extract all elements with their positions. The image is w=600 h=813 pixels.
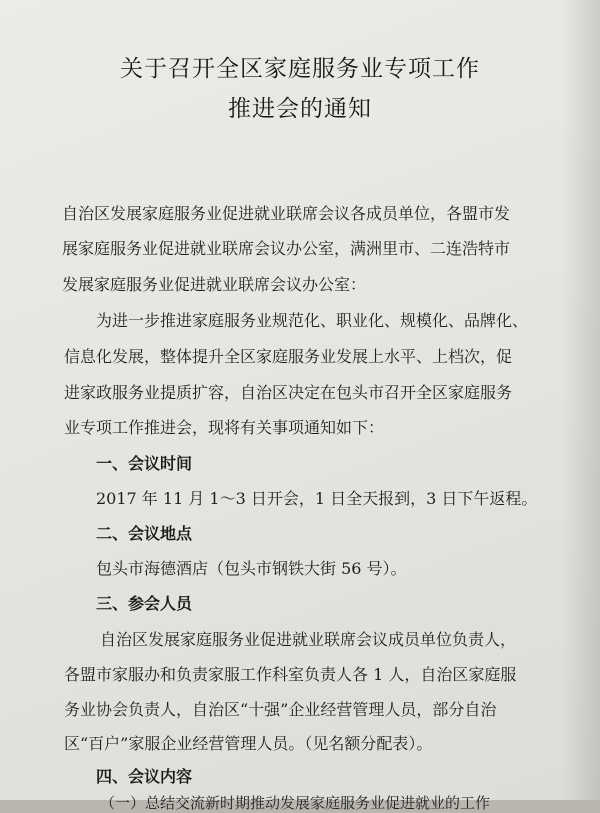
document-title-line-2: 推进会的通知 [228, 96, 372, 122]
section-4-heading: 四、会议内容 [96, 767, 193, 786]
section-3-heading: 三、参会人员 [96, 594, 193, 613]
section-4-line-1: （一）总结交流新时期推动发展家庭服务业促进就业的工作 [100, 794, 491, 812]
intro-line-2: 信息化发展，整体提升全区家庭服务业发展上水平、上档次，促 [64, 347, 513, 366]
section-1-heading: 一、会议时间 [96, 454, 193, 473]
section-1-text: 2017 年 11 月 1～3 日开会，1 日全天报到，3 日下午返程。 [96, 489, 538, 508]
section-2-text: 包头市海德酒店（包头市钢铁大街 56 号）。 [96, 559, 407, 578]
section-3-line-3: 务业协会负责人，自治区“十强”企业经营管理人员，部分自治 [64, 700, 497, 719]
document-title-line-1: 关于召开全区家庭服务业专项工作 [120, 56, 480, 82]
section-3-line-4: 区“百户”家服企业经营管理人员。（见名额分配表）。 [64, 734, 433, 753]
intro-line-4: 业专项工作推进会，现将有关事项通知如下： [64, 418, 385, 437]
section-3-line-1: 自治区发展家庭服务业促进就业联席会议成员单位负责人， [100, 630, 517, 649]
recipient-line-3: 发展家庭服务业促进就业联席会议办公室： [62, 275, 367, 294]
section-3-line-2: 各盟市家服办和负责家服工作科室负责人各 1 人，自治区家庭服 [64, 665, 517, 684]
section-2-heading: 二、会议地点 [96, 524, 193, 543]
intro-line-3: 进家政服务业提质扩容，自治区决定在包头市召开全区家庭服务 [64, 383, 513, 402]
recipient-line-1: 自治区发展家庭服务业促进就业联席会议各成员单位，各盟市发 [62, 204, 511, 223]
recipient-line-2: 展家庭服务业促进就业联席会议办公室，满洲里市、二连浩特市 [62, 239, 511, 258]
intro-line-1: 为进一步推进家庭服务业规范化、职业化、规模化、品牌化、 [96, 311, 529, 330]
